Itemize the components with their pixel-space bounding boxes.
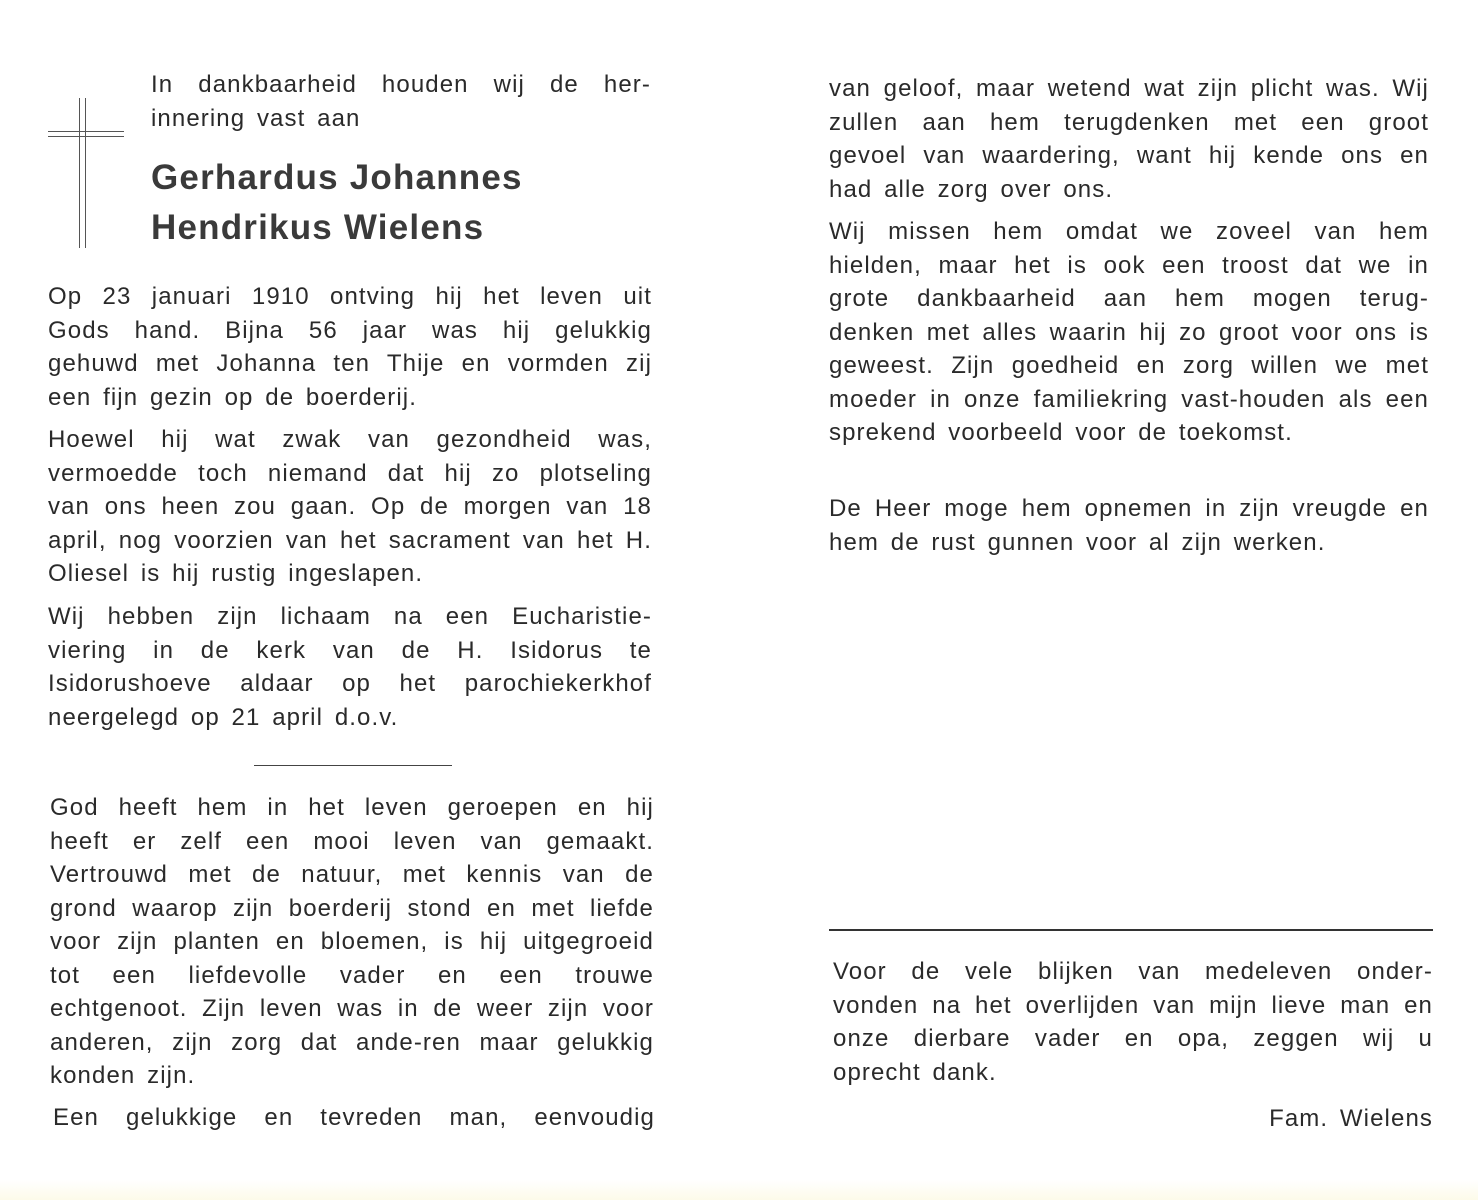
deceased-name-line1: Gerhardus Johannes [151, 158, 523, 197]
intro-text: In dankbaarheid houden wij de her-innering vast aan [151, 71, 651, 132]
paragraph-character: Een gelukkige en tevreden man, eenvoudig [53, 1104, 655, 1131]
paragraph-missing: Wij missen hem omdat we zoveel van hem hielden, maar het is ook een troost dat we in grote dankbaarheid aan hem mogen terug-denken met alles waarin hij zo groot voor ons is geweest. Zijn goedheid en zorg willen we met moeder in onze familiekring vast-houden als een sprekend voorbeeld voor de toekomst. [829, 218, 1429, 446]
paragraph-burial: Wij hebben zijn lichaam na een Eucharistie-viering in de kerk van de H. Isidorus te Isidorushoeve aldaar op het parochiekerkhof neergelegd op 21 april d.o.v. [48, 603, 652, 731]
paragraph-life: God heeft hem in het leven geroepen en hij heeft er zelf een mooi leven van gemaakt. Vertrouwd met de natuur, met kennis van de grond waarop zijn boerderij stond en met liefde voor zijn planten en bloemen, is hij uitgegroeid tot een liefdevolle vader en een trouwe echtgenoot. Zijn leven was in de weer zijn voor anderen, zijn zorg dat ande-ren maar gelukkig konden zijn. [50, 794, 654, 1089]
divider [829, 929, 1433, 931]
divider [254, 765, 452, 766]
family-signature: Fam. Wielens [1269, 1105, 1433, 1132]
paper-edge [0, 1180, 1478, 1200]
deceased-name-line2: Hendrikus Wielens [151, 208, 485, 247]
paragraph-death: Hoewel hij wat zwak van gezondheid was, vermoedde toch niemand dat hij zo plotseling van ons heen zou gaan. Op de morgen van 18 april, nog voorzien van het sacrament van het H. Oliesel is hij rustig ingeslapen. [48, 426, 652, 587]
paragraph-birth: Op 23 januari 1910 ontving hij het leven uit Gods hand. Bijna 56 jaar was hij gelukkig gehuwd met Johanna ten Thije en vormden zij een fijn gezin op de boerderij. [48, 283, 652, 411]
cross-icon [79, 98, 86, 248]
paragraph-prayer: De Heer moge hem opnemen in zijn vreugde en hem de rust gunnen voor al zijn werken. [829, 495, 1429, 556]
paragraph-remembrance: van geloof, maar wetend wat zijn plicht was. Wij zullen aan hem terugdenken met een groot gevoel van waardering, want hij kende ons en had alle zorg over ons. [829, 75, 1429, 203]
cross-icon-bar [48, 131, 124, 137]
thanks-text: Voor de vele blijken van medeleven onder-vonden na het overlijden van mijn lieve man en onze dierbare vader en opa, zeggen wij u oprecht dank. [833, 958, 1433, 1086]
